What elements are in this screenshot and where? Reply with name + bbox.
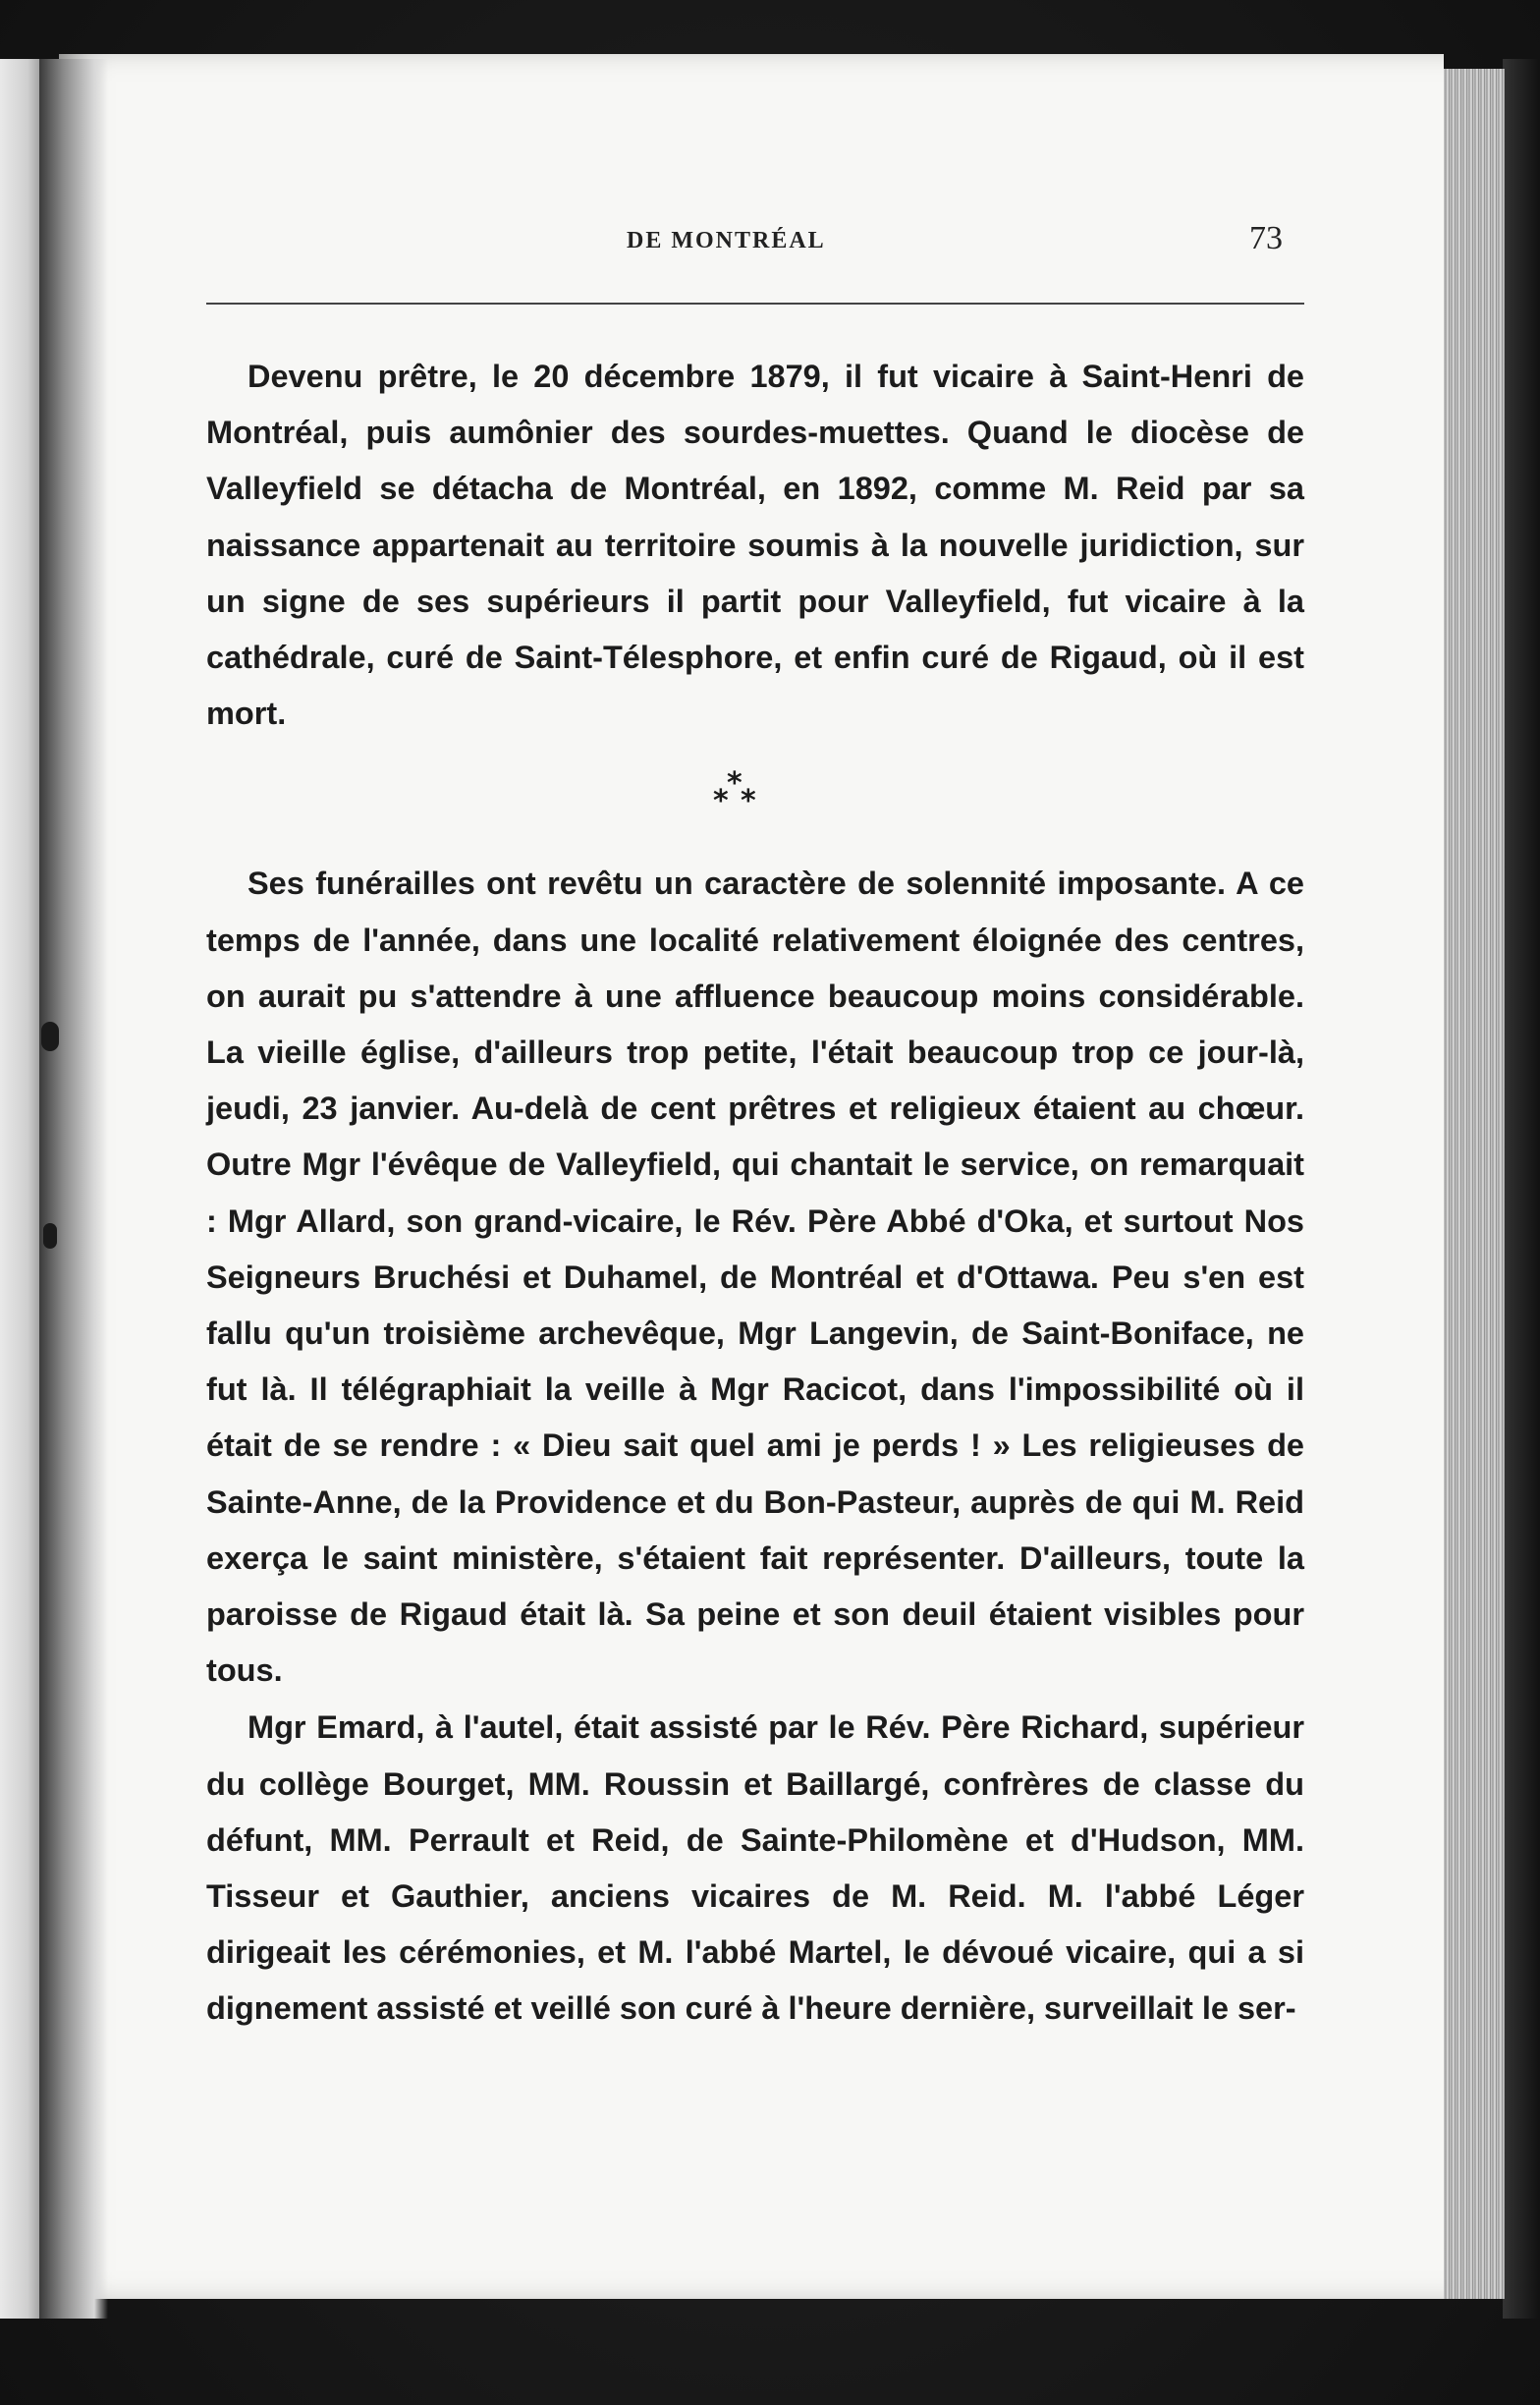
paragraph: Ses funérailles ont revêtu un caractère de solennité imposante. A ce temps de l'année, dans une localité relativement éloignée des centres, on aurait pu s'attendre à une affluence beaucoup moins considérable. La vieille église, d'ailleurs trop petite, l'était beaucoup trop ce jour-là, jeudi, 23 janvier. Au-delà de cent prêtres et religieux étaient au chœur. Outre Mgr l'évêque de Valleyfield, qui chantait le service, on remarquait : Mgr Allard, son grand-vicaire, le Rév. Père Abbé d'Oka, et surtout Nos Seigneurs Bruchési et Duhamel, de Montréal et d'Ottawa. Peu s'en est fallu qu'un troisième archevêque, Mgr Langevin, de Saint-Boniface, ne fut là. Il télégraphiait la veille à Mgr Racicot, dans l'impossibilité où il était de se rendre : « Dieu sait quel ami je perds ! » Les religieuses de Sainte-Anne, de la Providence et du Bon-Pasteur, auprès de qui M. Reid exerça le saint ministère, s'étaient fait représenter. D'ailleurs, toute la paroisse de Rigaud était là. Sa peine et son deuil étaient visibles pour tous. xyxy=(206,866,1304,1689)
page-edges-shadow xyxy=(1503,59,1540,2319)
asterism-star: * xyxy=(727,766,742,802)
page-number: 73 xyxy=(1249,220,1283,256)
asterism-star: * xyxy=(741,784,756,819)
paragraph: Mgr Emard, à l'autel, était assisté par le Rév. Père Richard, supérieur du collège Bourget, MM. Roussin et Baillargé, confrères de classe du défunt, MM. Perrault et Reid, de Sainte-Philomène et d'Hudson, MM. Tisseur et Gauthier, anciens vicaires de M. Reid. M. l'abbé Léger dirigeait les cérémonies, et M. l'abbé Martel, le dévoué vicaire, qui a si dignement assisté et veillé son curé à l'heure dernière, surveillait le ser- xyxy=(206,1709,1304,2027)
asterism-star: * xyxy=(713,784,729,819)
paragraph: Devenu prêtre, le 20 décembre 1879, il fut vicaire à Saint-Henri de Montréal, puis aumônier des sourdes-muettes. Quand le diocèse de Valleyfield se détacha de Montréal, en 1892, comme M. Reid par sa naissance appartenait au territoire soumis à la nouvelle juridiction, sur un signe de ses supérieurs il partit pour Valleyfield, fut vicaire à la cathédrale, curé de Saint-Télesphore, et enfin curé de Rigaud, où il est mort. xyxy=(206,359,1304,732)
asterism xyxy=(206,742,1304,856)
binding-thread-mark xyxy=(41,1022,59,1051)
body-text xyxy=(206,349,1304,2038)
page-stack-edges xyxy=(1442,69,1505,2299)
binding-thread-mark xyxy=(43,1223,57,1249)
gutter-shadow xyxy=(39,59,108,2319)
header-rule xyxy=(206,303,1304,305)
running-head: DE MONTRÉAL xyxy=(627,228,826,253)
